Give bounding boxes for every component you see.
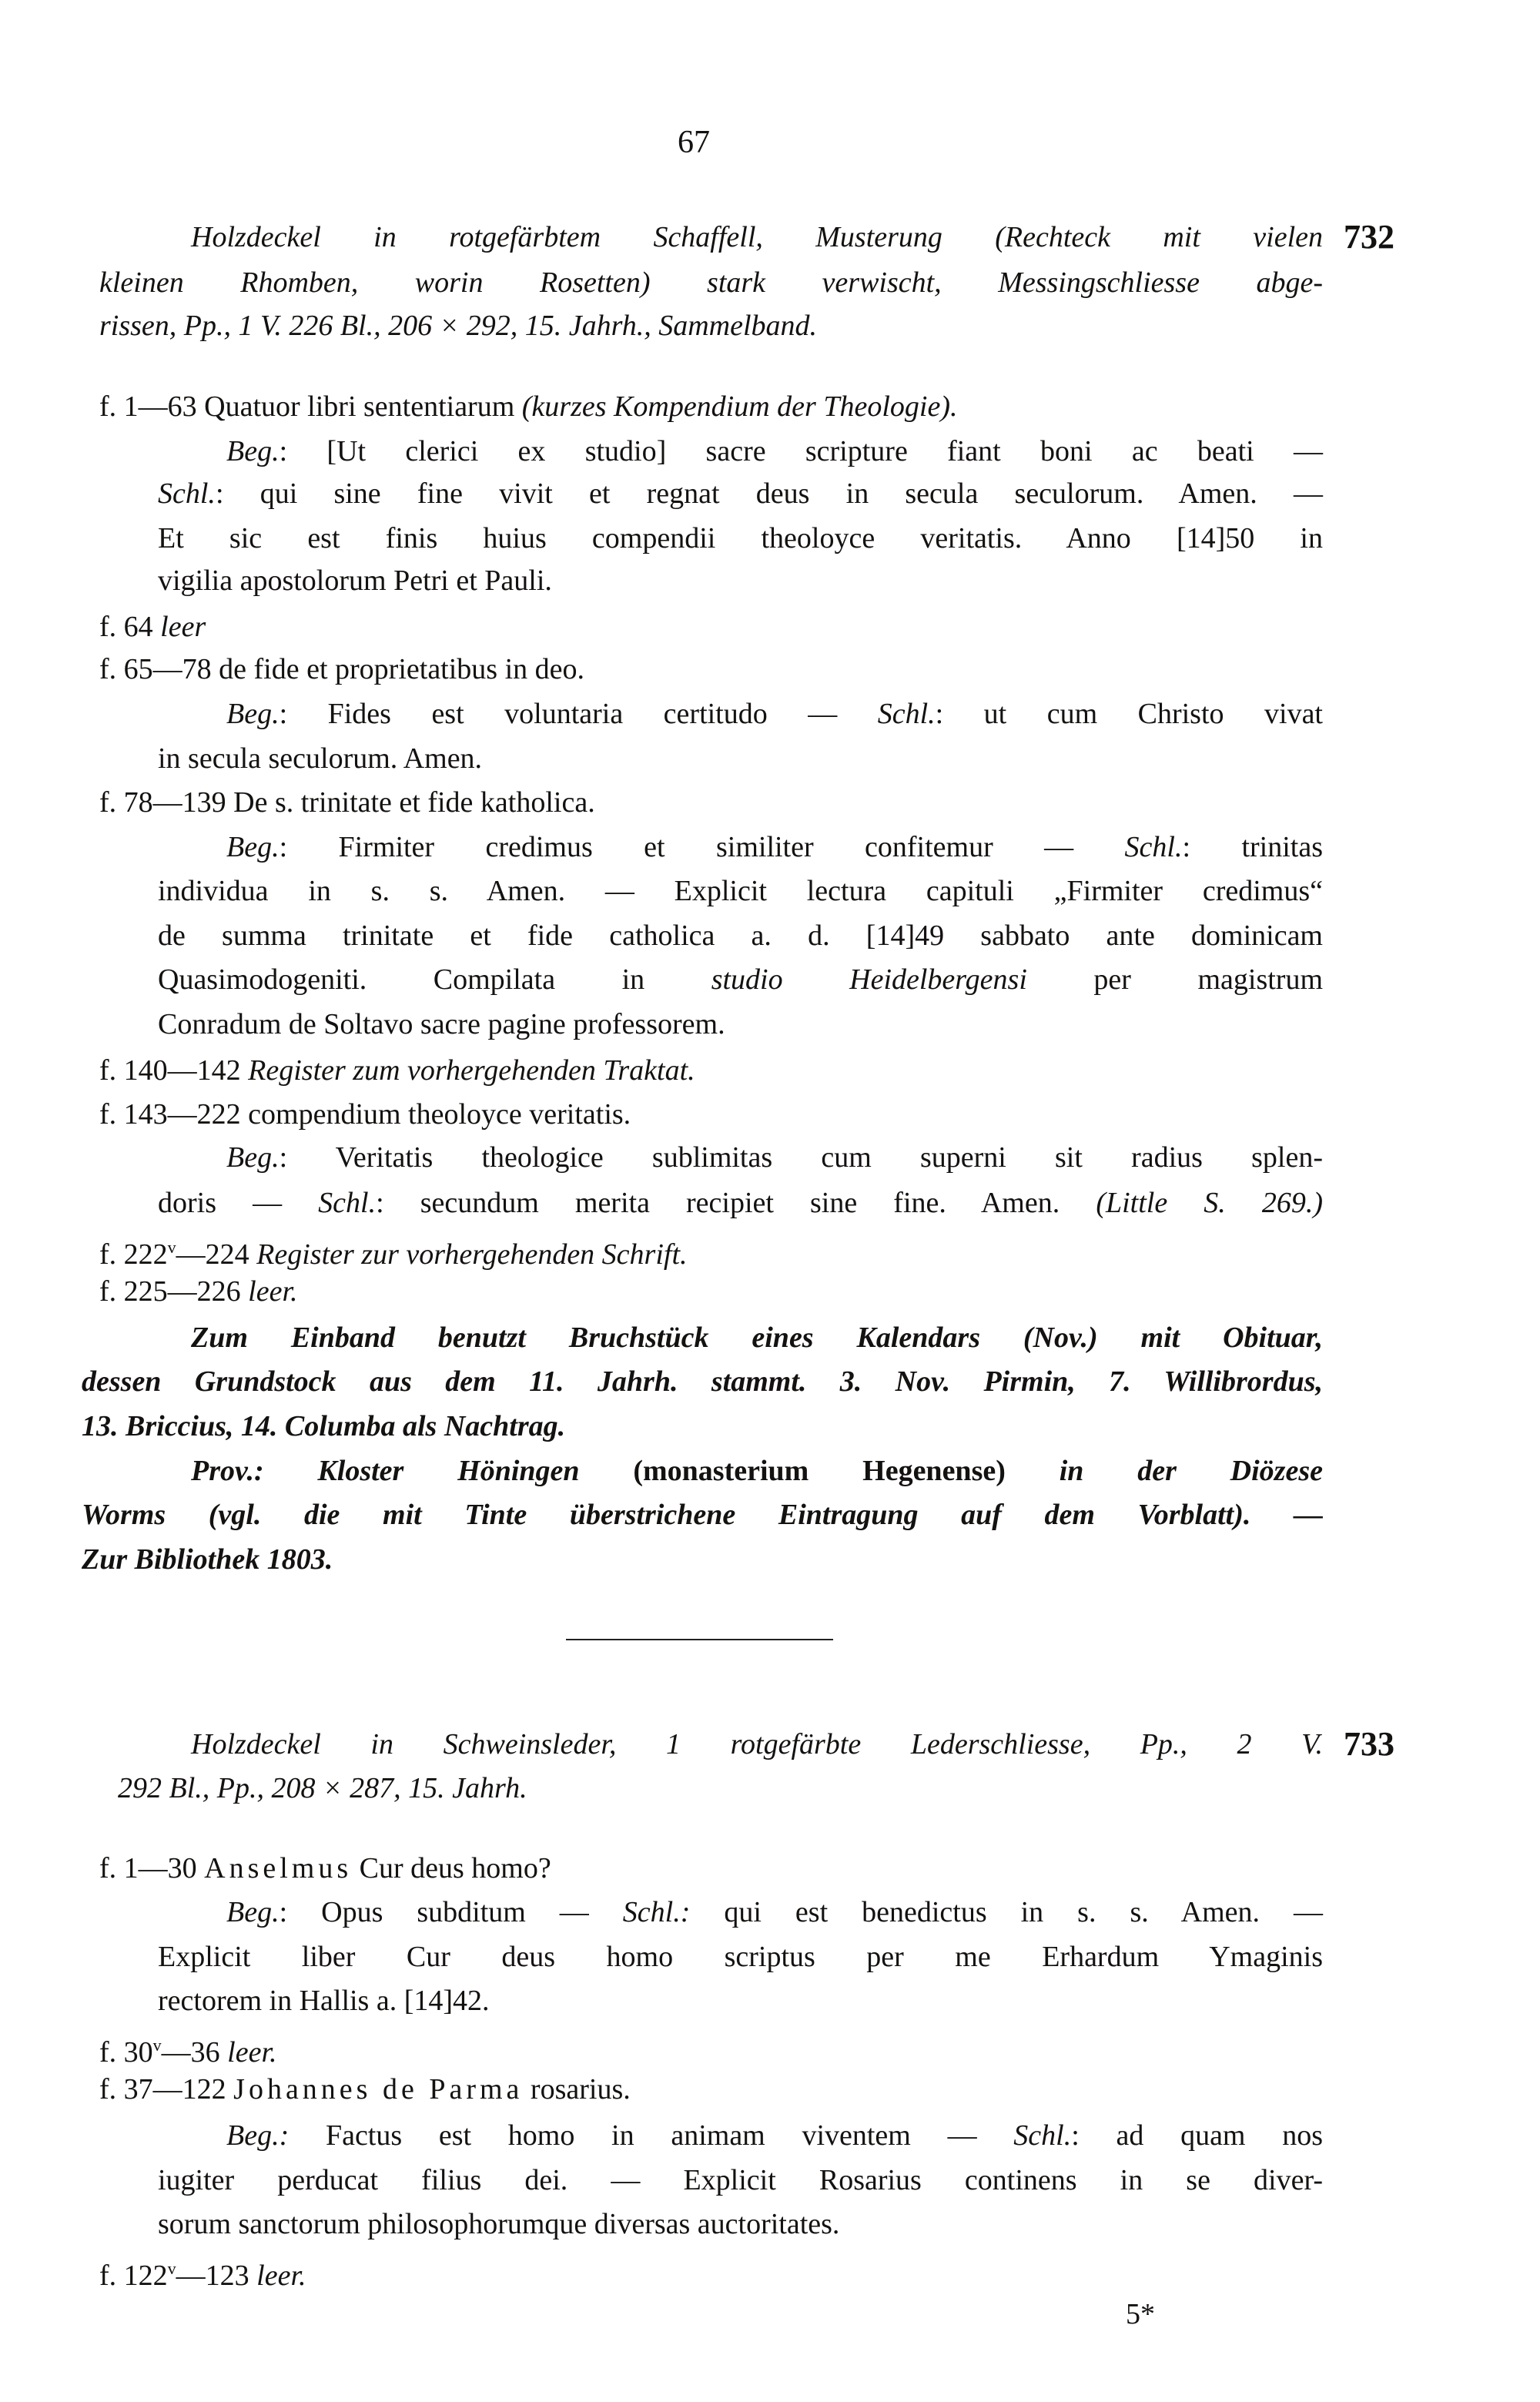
verso-superscript: v <box>152 2035 162 2055</box>
text-segment: Schl.: <box>622 1896 691 1928</box>
text-segment: Register zum vorhergehenden Traktat. <box>248 1054 695 1087</box>
text-segment: —123 <box>176 2260 257 2292</box>
folio-line <box>99 608 1323 646</box>
text-line <box>158 2161 1323 2199</box>
text-segment: f. 1—63 Quatuor libri sententiarum <box>99 390 522 423</box>
text-segment: Zum Einband benutzt Bruchstück eines Kalendars (Nov.) mit Obituar, <box>191 1322 1323 1354</box>
text-line <box>158 474 1323 513</box>
text-segment: —36 <box>161 2036 228 2069</box>
text-segment: f. 143—222 compendium theoloyce veritatis. <box>99 1098 631 1131</box>
text-segment: in secula seculorum. Amen. <box>158 742 483 775</box>
text-segment: vigilia apostolorum Petri et Pauli. <box>158 564 552 597</box>
folio-line <box>99 387 1323 426</box>
provenance-line <box>82 1496 1323 1534</box>
text-segment: leer. <box>227 2036 277 2069</box>
binding-note-line <box>82 1362 1323 1401</box>
entry-header-line <box>99 307 1323 345</box>
text-segment: 292 Bl., Pp., 208 × 287, 15. Jahrh. <box>118 1772 527 1804</box>
text-segment: de summa trinitate et fide catholica a. d. [14]49 sabbato ante dominicam <box>158 920 1323 952</box>
entry-number: 732 <box>1344 218 1394 256</box>
text-segment: Johannes de Parma <box>233 2073 524 2106</box>
text-segment: Schl. <box>318 1187 377 1219</box>
text-segment: Et sic est finis huius compendii theoloyce veritatis. Anno [14]50 in <box>158 522 1323 554</box>
text-segment: : qui sine fine vivit et regnat deus in secula seculorum. Amen. — <box>215 477 1323 510</box>
text-line <box>158 1184 1323 1222</box>
text-segment: rissen, Pp., 1 V. 226 Bl., 206 × 292, 15. Jahrh., Sammelband. <box>99 310 818 342</box>
text-segment: f. 64 <box>99 611 161 643</box>
text-segment: rectorem in Hallis a. [14]42. <box>158 1985 490 2017</box>
text-segment: iugiter perducat filius dei. — Explicit Rosarius continens in se diver- <box>158 2164 1323 2196</box>
text-segment: sorum sanctorum philosophorumque diversas auctoritates. <box>158 2208 840 2240</box>
text-segment: kleinen Rhomben, worin Rosetten) stark verwischt, Messingschliesse abge- <box>99 266 1323 299</box>
folio-line <box>99 1228 1323 1271</box>
text-segment: Beg. <box>226 435 280 467</box>
text-segment: Register zur vorhergehenden Schrift. <box>256 1238 688 1271</box>
text-segment: dessen Grundstock aus dem 11. Jahrh. stammt. 3. Nov. Pirmin, 7. Willibrordus, <box>82 1365 1323 1398</box>
text-segment: : ad quam nos <box>1071 2119 1323 2152</box>
text-segment: Beg. <box>226 831 280 863</box>
incipit-line <box>226 432 1323 471</box>
text-segment: : Fides est voluntaria certitudo — <box>279 698 878 730</box>
text-segment: Factus est homo in animam viventem — <box>289 2119 1014 2152</box>
text-segment: : Opus subditum — <box>279 1896 623 1928</box>
text-line <box>158 561 1323 600</box>
entry-header-line <box>191 1725 1323 1764</box>
text-segment: Schl. <box>158 477 216 510</box>
text-segment: per magistrum <box>1026 963 1324 996</box>
text-segment: Anselmus <box>204 1852 353 1884</box>
folio-line <box>99 2250 1323 2292</box>
incipit-line <box>226 1138 1323 1177</box>
text-line <box>158 916 1323 955</box>
text-segment: Cur deus homo? <box>352 1852 551 1884</box>
text-segment: f. 1—30 <box>99 1852 205 1884</box>
folio-line <box>99 783 1323 822</box>
verso-superscript: v <box>167 2259 176 2278</box>
folio-line <box>99 1272 1323 1311</box>
text-segment: individua in s. s. Amen. — Explicit lectura capituli „Firmiter credimus“ <box>158 875 1323 907</box>
text-segment: Schl. <box>877 698 936 730</box>
text-segment: —224 <box>176 1238 257 1271</box>
text-segment: Schl. <box>1124 831 1183 863</box>
text-line <box>158 519 1323 558</box>
text-segment: Beg. <box>226 698 280 730</box>
text-segment: f. 222 <box>99 1238 168 1271</box>
text-line <box>158 872 1323 910</box>
folio-line <box>99 650 1323 688</box>
entry-number: 733 <box>1344 1725 1394 1763</box>
text-segment: leer. <box>256 2260 306 2292</box>
text-segment: rosarius. <box>523 2073 631 2106</box>
incipit-line <box>226 2116 1323 2155</box>
text-segment: f. 78—139 De s. trinitate et fide katholica. <box>99 786 595 819</box>
folio-line <box>99 2026 1323 2069</box>
text-segment: : Firmiter credimus et similiter confitemur — <box>279 831 1125 863</box>
provenance-line <box>82 1540 1323 1579</box>
text-segment: Holzdeckel in rotgefärbtem Schaffell, Musterung (Rechteck mit vielen <box>191 221 1323 253</box>
text-segment: f. 225—226 <box>99 1275 249 1308</box>
text-segment: leer <box>160 611 206 643</box>
text-segment: f. 140—142 <box>99 1054 249 1087</box>
text-segment: Worms (vgl. die mit Tinte überstrichene Eintragung auf dem Vorblatt). — <box>82 1499 1323 1531</box>
folio-line <box>99 1849 1323 1888</box>
text-segment: qui est benedictus in s. s. Amen. — <box>690 1896 1323 1928</box>
text-line <box>158 1982 1323 2020</box>
binding-note-line <box>82 1407 1323 1446</box>
text-segment: : secundum merita recipiet sine fine. Amen. <box>376 1187 1096 1219</box>
text-segment: (Little S. 269.) <box>1096 1187 1324 1219</box>
folio-line <box>99 1095 1323 1134</box>
incipit-line <box>226 1893 1323 1931</box>
text-segment: Conradum de Soltavo sacre pagine professorem. <box>158 1008 725 1040</box>
provenance-line <box>191 1452 1323 1490</box>
text-segment: (monasterium Hegenense) <box>633 1455 1006 1487</box>
text-line <box>158 739 1323 778</box>
text-line <box>158 1005 1323 1044</box>
signature-mark: 5* <box>1126 2298 1155 2330</box>
incipit-line <box>226 695 1323 733</box>
text-segment: Schl. <box>1013 2119 1072 2152</box>
text-segment: (kurzes Kompendium der Theologie). <box>521 390 958 423</box>
text-segment: leer. <box>248 1275 298 1308</box>
incipit-line <box>226 828 1323 866</box>
text-segment: studio Heidelbergensi <box>711 963 1027 996</box>
page-number: 67 <box>678 125 710 160</box>
folio-line <box>99 1051 1323 1090</box>
text-segment: : ut cum Christo vivat <box>935 698 1323 730</box>
text-segment: Beg.: <box>226 2119 290 2152</box>
text-line <box>158 960 1323 999</box>
text-segment: : [Ut clerici ex studio] sacre scripture fiant boni ac beati — <box>279 435 1323 467</box>
text-line <box>158 2205 1323 2243</box>
text-segment: : trinitas <box>1182 831 1323 863</box>
binding-note-line <box>191 1318 1323 1357</box>
text-segment: : Veritatis theologice sublimitas cum superni sit radius splen- <box>279 1141 1323 1174</box>
text-segment: doris — <box>158 1187 319 1219</box>
text-segment: Zur Bibliothek 1803. <box>82 1543 333 1576</box>
text-line <box>158 1938 1323 1976</box>
verso-superscript: v <box>167 1238 176 1257</box>
text-segment: Explicit liber Cur deus homo scriptus per me Erhardum Ymaginis <box>158 1941 1323 1973</box>
text-segment: in der Diözese <box>1005 1455 1323 1487</box>
entry-header-line <box>191 218 1323 256</box>
text-segment: f. 37—122 <box>99 2073 234 2106</box>
entry-header-line <box>99 263 1323 302</box>
text-segment: Beg. <box>226 1896 280 1928</box>
text-segment: 13. Briccius, 14. Columba als Nachtrag. <box>82 1410 566 1442</box>
text-segment: f. 30 <box>99 2036 153 2069</box>
text-segment: Holzdeckel in Schweinsleder, 1 rotgefärbte Lederschliesse, Pp., 2 V. <box>191 1728 1323 1760</box>
text-segment: f. 65—78 de fide et proprietatibus in deo. <box>99 653 585 685</box>
entry-header-line <box>118 1769 1323 1807</box>
folio-line <box>99 2070 1323 2109</box>
section-divider <box>566 1639 833 1640</box>
text-segment: Prov.: Kloster Höningen <box>191 1455 634 1487</box>
text-segment: Beg. <box>226 1141 280 1174</box>
text-segment: f. 122 <box>99 2260 168 2292</box>
text-segment: Quasimodogeniti. Compilata in <box>158 963 711 996</box>
